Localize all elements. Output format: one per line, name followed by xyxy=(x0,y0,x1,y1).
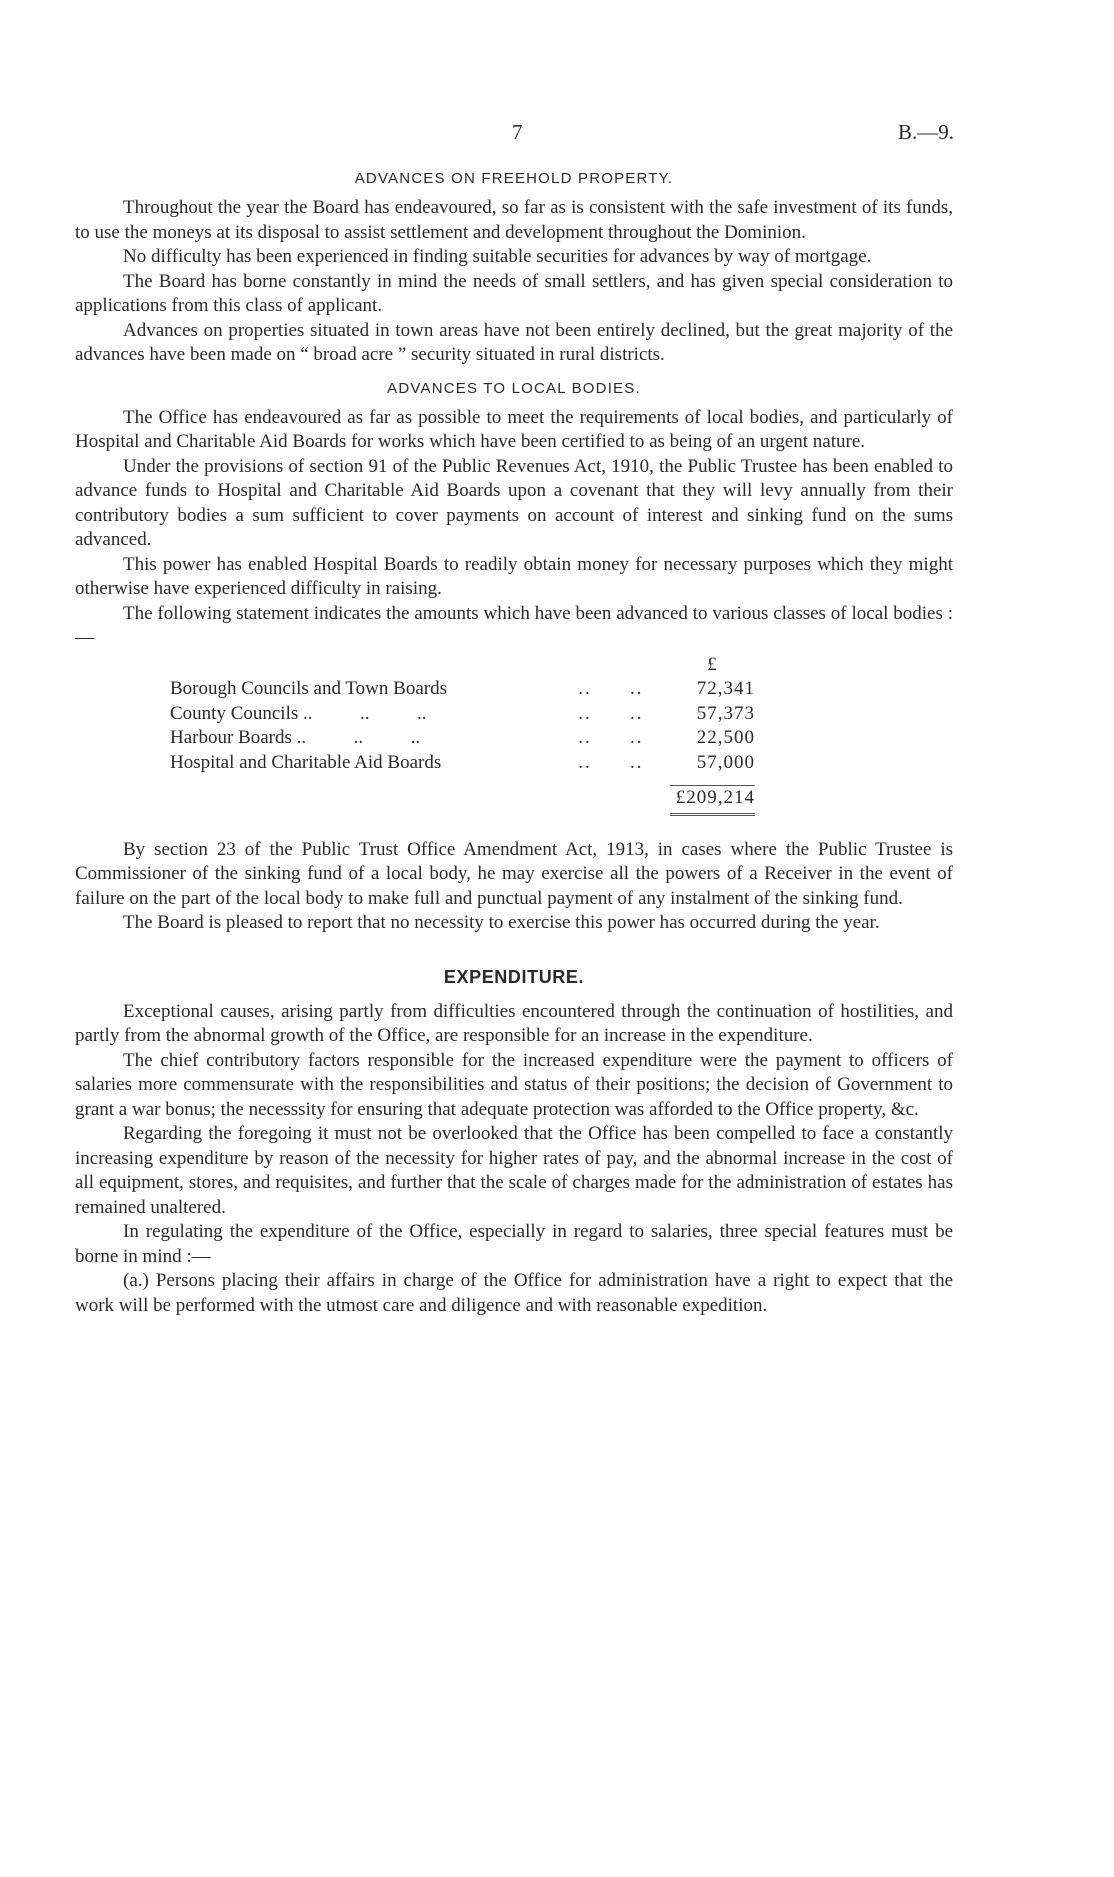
paragraph: The following statement indicates the amounts which have been advanced to various classes of local bodies :— xyxy=(75,602,953,648)
table-total: £209,214 xyxy=(670,786,755,815)
section-heading: EXPENDITURE. xyxy=(443,966,585,987)
leader-dots: .. xyxy=(630,678,644,699)
paragraph: The Office has endeavoured as far as possible to meet the requirements of local bodies, and particularly of Hospital and Charitable Aid Boards for works which have been certified to as being of an urgent nature. xyxy=(75,406,953,452)
page-number: 7 xyxy=(512,120,523,144)
leader-dots: .. xyxy=(630,702,644,724)
table-total-row xyxy=(170,786,755,815)
advances-table xyxy=(170,653,755,816)
row-amount: 57,000 xyxy=(696,751,755,773)
paragraph: The Board has borne constantly in mind the needs of small settlers, and has given special consideration to applications from this class of applicant. xyxy=(75,270,953,316)
row-label: County Councils .. .. .. xyxy=(170,702,427,724)
paragraph: Under the provisions of section 91 of the Public Revenues Act, 1910, the Public Trustee has been enabled to advance funds to Hospital and Charitable Aid Boards upon a covenant that they will levy annually from their contributory bodies a sum sufficient to cover payments on account of interest and sinking fund on the sums advanced. xyxy=(75,455,953,550)
row-amount: 22,500 xyxy=(696,727,755,748)
row-label: Harbour Boards .. .. .. xyxy=(170,727,421,748)
table-row xyxy=(170,677,755,702)
row-amount: 72,341 xyxy=(696,678,755,699)
row-amount: 57,373 xyxy=(696,702,755,724)
leader-dots: .. xyxy=(578,678,592,699)
paragraph: No difficulty has been experienced in finding suitable securities for advances by way of mortgage. xyxy=(123,246,872,267)
paragraph: This power has enabled Hospital Boards to readily obtain money for necessary purposes which they might otherwise have experienced difficulty in raising. xyxy=(75,553,953,599)
leader-dots: .. xyxy=(630,751,644,773)
paragraph: By section 23 of the Public Trust Office Amendment Act, 1913, in cases where the Public Trustee is Commissioner of the sinking fund of a local body, he may exercise all the powers of a Receiver in the event of failure on the part of the local body to make full and punctual payment of any instalment of the sinking fund. xyxy=(75,838,953,909)
post-table-paragraphs xyxy=(75,838,953,936)
leader-dots: .. xyxy=(578,727,592,748)
table-row xyxy=(170,751,755,776)
paragraph: (a.) Persons placing their affairs in charge of the Office for administration have a right to expect that the work will be performed with the utmost care and diligence and with reasonable expedition. xyxy=(75,1270,953,1316)
leader-dots: .. xyxy=(630,727,644,748)
leader-dots: .. xyxy=(578,751,592,773)
document-reference: B.—9. xyxy=(897,120,954,144)
section-local-bodies-advances xyxy=(75,378,953,936)
page-header xyxy=(0,120,1114,150)
table-row xyxy=(170,702,755,727)
currency-symbol: £ xyxy=(707,653,718,675)
leader-dots: .. xyxy=(578,702,592,724)
page-content xyxy=(75,168,953,1318)
paragraph: Throughout the year the Board has endeavoured, so far as is consistent with the safe investment of its funds, to use the moneys at its disposal to assist settlement and development throughout the Dominion. xyxy=(75,197,953,243)
section-expenditure xyxy=(75,966,953,1319)
section-freehold-advances xyxy=(75,168,953,368)
row-label: Hospital and Charitable Aid Boards xyxy=(170,751,442,773)
table-header-row xyxy=(170,653,755,678)
section-heading: ADVANCES ON FREEHOLD PROPERTY. xyxy=(354,170,674,187)
paragraph: Advances on properties situated in town areas have not been entirely declined, but the great majority of the advances have been made on “ broad acre ” security situated in rural districts. xyxy=(75,319,953,365)
paragraph: The chief contributory factors responsible for the increased expenditure were the payment to officers of salaries more commensurate with the responsibilities and status of their positions; the decision of Government to grant a war bonus; the necesssity for ensuring that adequate protection was afforded to the Office property, &c. xyxy=(75,1049,953,1120)
table-row xyxy=(170,726,755,751)
paragraph: Regarding the foregoing it must not be overlooked that the Office has been compelled to face a constantly increasing expenditure by reason of the necessity for higher rates of pay, and the abnormal increase in the cost of all equipment, stores, and requisites, and further that the scale of charges made for the administration of estates has remained unaltered. xyxy=(75,1123,953,1218)
row-label: Borough Councils and Town Boards xyxy=(170,678,447,699)
section-heading: ADVANCES TO LOCAL BODIES. xyxy=(387,379,641,397)
paragraph: Exceptional causes, arising partly from difficulties encountered through the continuation of hostilities, and partly from the abnormal growth of the Office, are responsible for an increase in the expenditure. xyxy=(75,1000,953,1046)
paragraph: The Board is pleased to report that no necessity to exercise this power has occurred during the year. xyxy=(123,912,880,933)
paragraph: In regulating the expenditure of the Office, especially in regard to salaries, three special features must be borne in mind :— xyxy=(75,1221,953,1267)
